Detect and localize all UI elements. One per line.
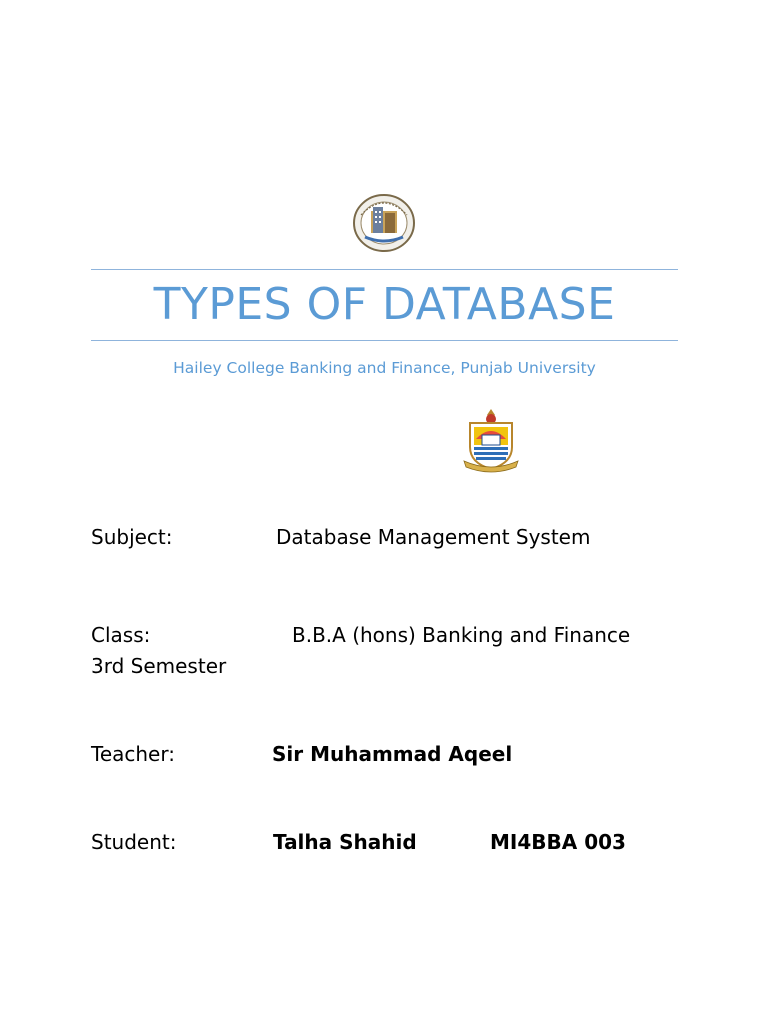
class-semester: 3rd Semester <box>91 654 227 678</box>
subject-value: Database Management System <box>276 525 591 549</box>
class-label: Class: <box>91 623 151 647</box>
document-title: TYPES OF DATABASE <box>153 279 616 330</box>
student-name: Talha Shahid <box>273 830 417 854</box>
title-bottom-rule <box>91 340 678 341</box>
student-label: Student: <box>91 830 177 854</box>
class-value: B.B.A (hons) Banking and Finance <box>292 623 631 647</box>
hailey-college-logo <box>351 193 417 253</box>
student-roll-number: MI4BBA 003 <box>490 830 626 854</box>
teacher-name: Sir Muhammad Aqeel <box>272 742 513 766</box>
subject-label: Subject: <box>91 525 173 549</box>
teacher-label: Teacher: <box>91 742 175 766</box>
punjab-university-crest <box>462 407 520 473</box>
document-subtitle: Hailey College Banking and Finance, Punjab University <box>173 359 596 377</box>
title-top-rule <box>91 269 678 270</box>
